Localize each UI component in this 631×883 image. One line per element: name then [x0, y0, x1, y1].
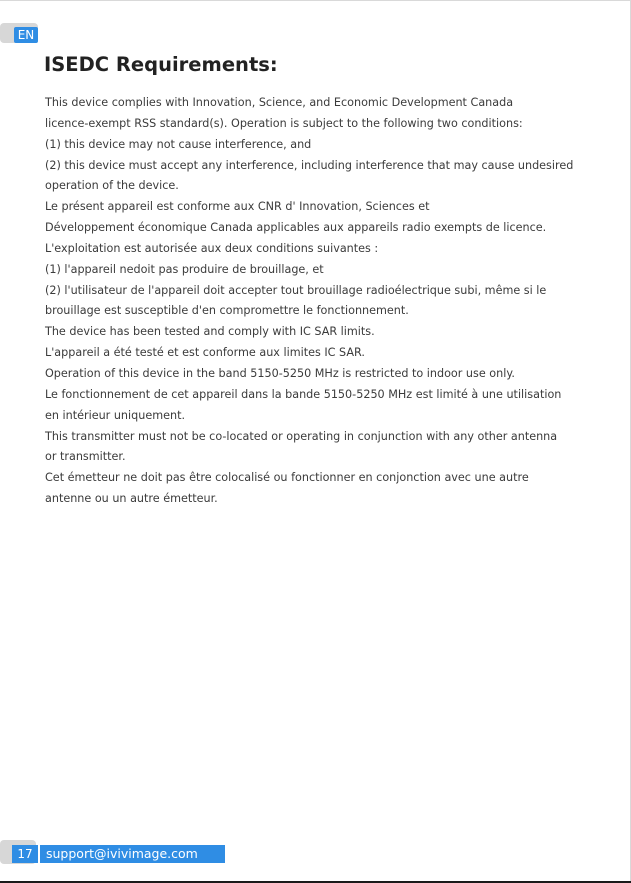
body-line: Le présent appareil est conforme aux CNR d' Innovation, Sciences et [45, 200, 430, 214]
body-line: Operation of this device in the band 5150-5250 MHz is restricted to indoor use only. [45, 366, 515, 380]
support-email: support@ivivimage.com [40, 845, 225, 863]
body-line: Le fonctionnement de cet appareil dans la bande 5150-5250 MHz est limité à une utilisation [45, 387, 562, 401]
body-line: L'appareil a été testé et est conforme aux limites IC SAR. [45, 346, 365, 360]
body-line: (1) this device may not cause interference, and [45, 137, 312, 151]
body-line: L'exploitation est autorisée aux deux conditions suivantes : [45, 241, 379, 255]
requirements-body [45, 93, 615, 510]
body-line: en intérieur uniquement. [45, 408, 186, 422]
body-line: licence-exempt RSS standard(s). Operation is subject to the following two conditions: [45, 116, 523, 130]
body-line: This device complies with Innovation, Science, and Economic Development Canada [45, 96, 514, 109]
body-line: (1) l'appareil nedoit pas produire de brouillage, et [45, 262, 324, 276]
page-number: 17 [12, 845, 38, 863]
body-line: brouillage est susceptible d'en compromettre le fonctionnement. [45, 304, 409, 318]
body-line: (2) this device must accept any interference, including interference that may cause undesired [45, 158, 574, 172]
body-line: This transmitter must not be co-located or operating in conjunction with any other antenna [45, 429, 558, 443]
body-line: antenne ou un autre émetteur. [45, 492, 218, 506]
body-line: Développement économique Canada applicables aux appareils radio exempts de licence. [45, 221, 547, 235]
body-line: (2) l'utilisateur de l'appareil doit accepter tout brouillage radioélectrique subi, même si le [45, 283, 547, 297]
body-line: Cet émetteur ne doit pas être colocalisé ou fonctionner en conjonction avec une autre [45, 471, 529, 485]
language-tab-label: EN [14, 27, 38, 43]
body-line: operation of the device. [45, 179, 179, 193]
body-line: or transmitter. [45, 450, 126, 464]
page-footer [0, 840, 230, 866]
body-line: The device has been tested and comply with IC SAR limits. [45, 325, 375, 339]
section-title: ISEDC Requirements: [44, 53, 278, 76]
language-tab [0, 23, 40, 45]
